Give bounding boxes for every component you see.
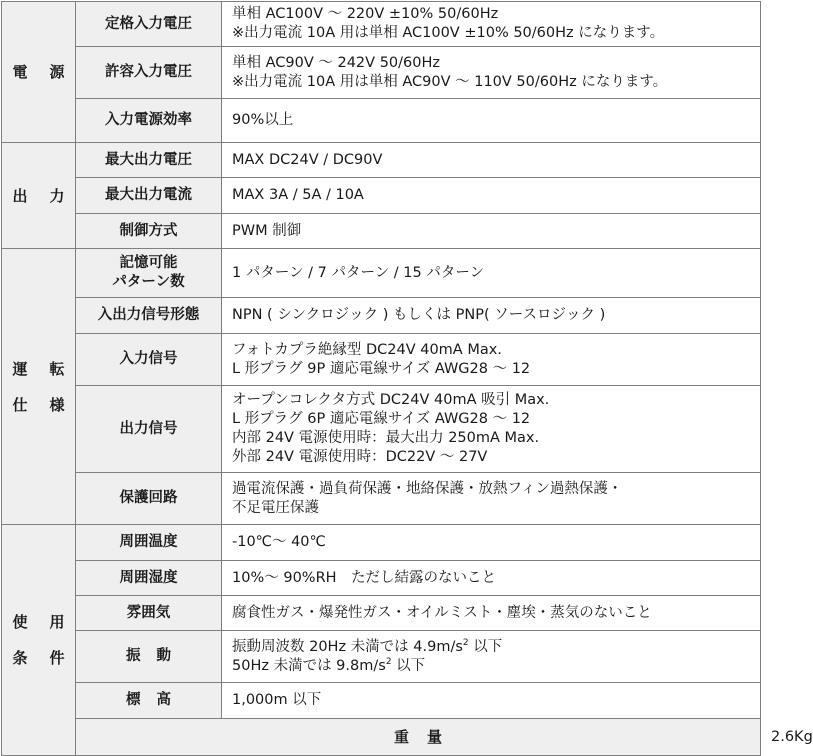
row-value: 1,000m 以下 bbox=[222, 683, 761, 719]
row-value: NPN ( シンクロジック ) もしくは PNP( ソースロジック ) bbox=[222, 298, 761, 334]
table-row bbox=[2, 2, 761, 47]
row-label: 許容入力電圧 bbox=[76, 47, 222, 99]
row-label: 雰囲気 bbox=[76, 596, 222, 631]
row-value: 単相 AC90V ～ 242V 50/60Hz ※出力電流 10A 用は単相 AC90V ～ 110V 50/60Hz になります。 bbox=[222, 47, 761, 99]
row-value: 10%～ 90%RH ただし結露のないこと bbox=[222, 561, 761, 596]
spec-table bbox=[1, 1, 813, 756]
row-label: 最大出力電圧 bbox=[76, 143, 222, 178]
category-weight: 重 量 bbox=[76, 719, 761, 756]
category-output: 出 力 bbox=[2, 143, 76, 249]
row-label: 周囲温度 bbox=[76, 525, 222, 561]
category-power: 電 源 bbox=[2, 2, 76, 143]
row-value: MAX DC24V / DC90V bbox=[222, 143, 761, 178]
row-label: 周囲湿度 bbox=[76, 561, 222, 596]
row-label: 定格入力電圧 bbox=[76, 2, 222, 47]
category-operation: 運 転 仕 様 bbox=[2, 249, 76, 525]
row-value: 腐食性ガス・爆発性ガス・オイルミスト・塵埃・蒸気のないこと bbox=[222, 596, 761, 631]
row-value: PWM 制御 bbox=[222, 214, 761, 249]
table-row bbox=[2, 561, 761, 596]
row-label: 制御方式 bbox=[76, 214, 222, 249]
row-label: 入出力信号形態 bbox=[76, 298, 222, 334]
table-row bbox=[2, 214, 761, 249]
table-row bbox=[2, 99, 761, 143]
row-value: 振動周波数 20Hz 未満では $4.9m/s^2$ 以下 50Hz 未満では $9.8m/s^2$ 以下 bbox=[222, 631, 761, 683]
row-value: 90%以上 bbox=[222, 99, 761, 143]
table-row bbox=[2, 683, 761, 719]
table-row bbox=[2, 178, 761, 214]
row-label: 振 動 bbox=[76, 631, 222, 683]
table-row bbox=[2, 298, 761, 334]
table-row bbox=[2, 143, 761, 178]
row-value: 単相 AC100V ～ 220V ±10% 50/60Hz ※出力電流 10A 用は単相 AC100V ±10% 50/60Hz になります。 bbox=[222, 2, 761, 47]
table-row bbox=[2, 473, 761, 525]
row-label: 記憶可能 パターン数 bbox=[76, 249, 222, 298]
table-row: 重 量 2.6Kg bbox=[2, 719, 761, 756]
row-label: 最大出力電流 bbox=[76, 178, 222, 214]
table-row bbox=[2, 334, 761, 386]
row-label: 入力信号 bbox=[76, 334, 222, 386]
row-value: 1 パターン / 7 パターン / 15 パターン bbox=[222, 249, 761, 298]
table-row bbox=[2, 47, 761, 99]
row-label: 入力電源効率 bbox=[76, 99, 222, 143]
table-row bbox=[2, 596, 761, 631]
row-value: オープンコレクタ方式 DC24V 40mA 吸引 Max. L 形プラグ 6P 適応電線サイズ AWG28 ～ 12 内部 24V 電源使用時：最大出力 250mA Max. 外部 24V 電源使用時：DC22V ～ 27V bbox=[222, 386, 761, 473]
table-row bbox=[2, 249, 761, 298]
row-label: 標 高 bbox=[76, 683, 222, 719]
table-row bbox=[2, 525, 761, 561]
row-value: 過電流保護・過負荷保護・地絡保護・放熱フィン過熱保護・ 不足電圧保護 bbox=[222, 473, 761, 525]
table-row bbox=[2, 386, 761, 473]
row-label: 出力信号 bbox=[76, 386, 222, 473]
table-row bbox=[2, 631, 761, 683]
row-value: -10℃～ 40℃ bbox=[222, 525, 761, 561]
row-value: MAX 3A / 5A / 10A bbox=[222, 178, 761, 214]
row-value: フォトカプラ絶縁型 DC24V 40mA Max. L 形プラグ 9P 適応電線サイズ AWG28 ～ 12 bbox=[222, 334, 761, 386]
category-usage: 使 用 条 件 bbox=[2, 525, 76, 756]
row-label: 保護回路 bbox=[76, 473, 222, 525]
